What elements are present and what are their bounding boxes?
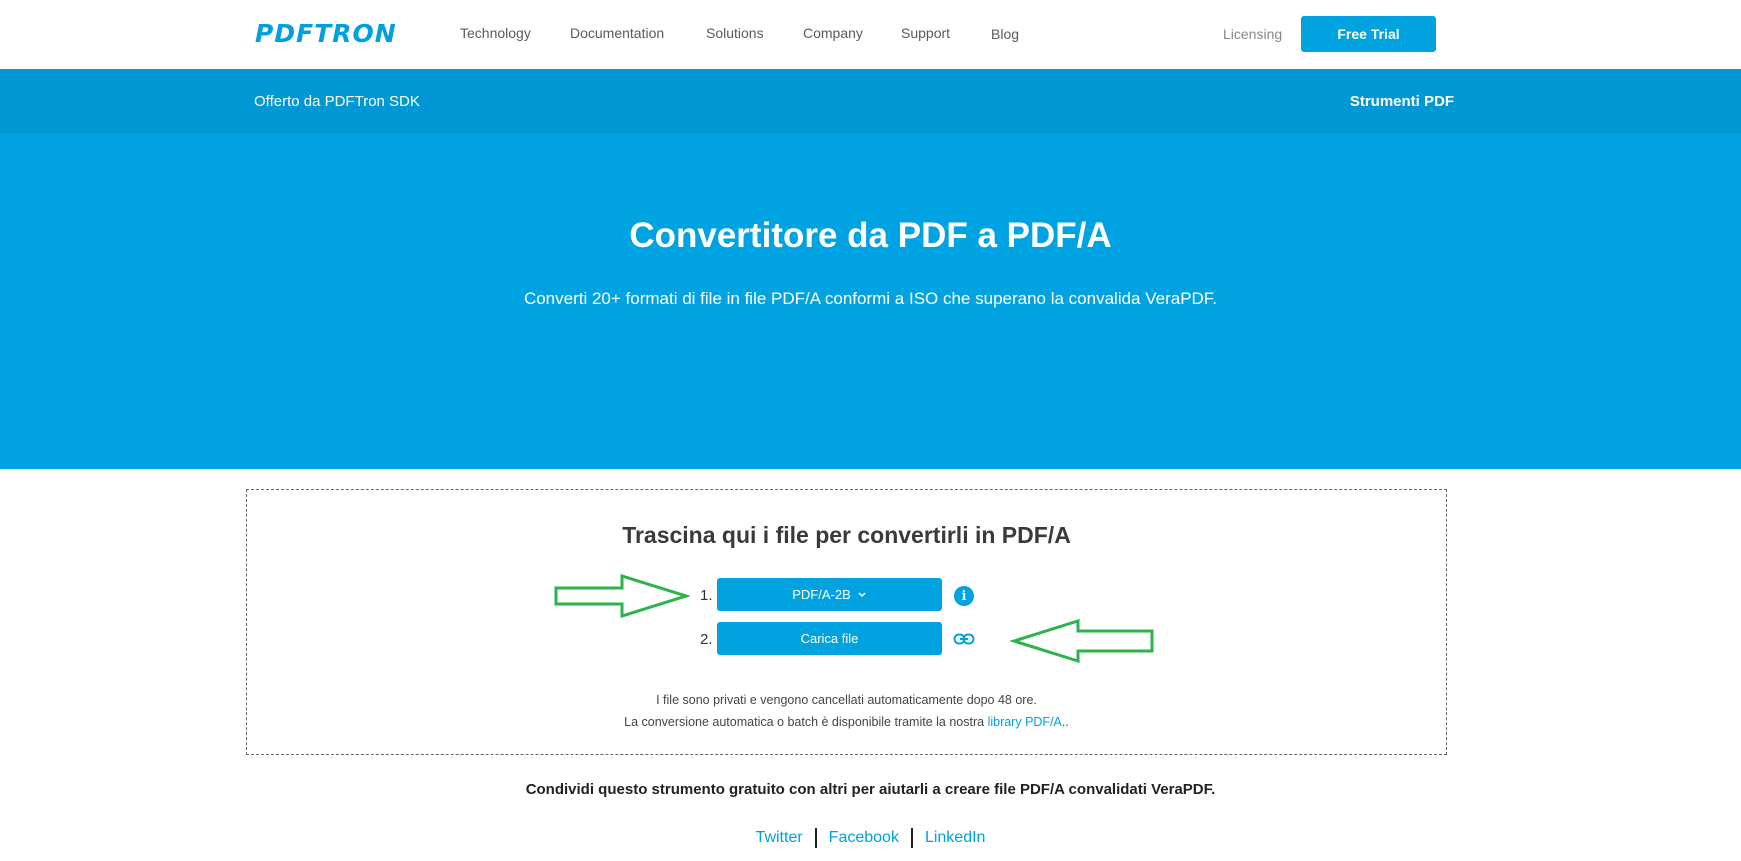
sub-header-bar: [0, 69, 1741, 133]
step-2-number: 2.: [700, 631, 713, 648]
pdftron-logo[interactable]: [255, 20, 397, 46]
page-subtitle: Converti 20+ formati di file in file PDF/A conformi a ISO che superano la convalida VeraPDF.: [523, 289, 1218, 308]
annotation-arrow-left: [1010, 619, 1156, 663]
nav-blog[interactable]: Blog: [991, 26, 1020, 42]
chevron-down-icon: [857, 591, 867, 599]
facebook-link[interactable]: Facebook: [828, 829, 899, 846]
social-links: [0, 828, 1741, 848]
logo-text: PDFTRON: [255, 18, 397, 48]
nav-solutions[interactable]: Solutions: [706, 25, 764, 41]
twitter-link[interactable]: Twitter: [755, 829, 803, 846]
pdf-tools-link[interactable]: Strumenti PDF: [1349, 93, 1454, 110]
nav-technology[interactable]: Technology: [460, 25, 531, 41]
nav-support[interactable]: Support: [901, 25, 951, 41]
link-icon[interactable]: [953, 631, 975, 647]
free-trial-button[interactable]: Free Trial: [1301, 16, 1436, 52]
pdfa-format-select[interactable]: [717, 578, 942, 611]
file-dropzone[interactable]: [246, 489, 1447, 755]
licensing-link[interactable]: Licensing: [1223, 26, 1283, 42]
share-message: Condividi questo strumento gratuito con altri per aiutarli a creare file PDF/A convalidati VeraPDF.: [525, 781, 1216, 798]
pdfa-format-value: PDF/A-2B: [792, 587, 851, 602]
pdfa-library-link[interactable]: library PDF/A: [987, 715, 1062, 729]
nav-company[interactable]: Company: [803, 25, 863, 41]
step-1-number: 1.: [700, 587, 713, 604]
nav-documentation[interactable]: Documentation: [570, 25, 665, 41]
annotation-arrow-right: [554, 574, 690, 618]
privacy-note: I file sono privati e vengono cancellati automaticamente dopo 48 ore.: [656, 693, 1037, 707]
batch-note: [247, 715, 1446, 729]
linkedin-link[interactable]: LinkedIn: [924, 829, 986, 846]
hero-banner: [0, 133, 1741, 469]
batch-note-text: La conversione automatica o batch è disponibile tramite la nostra: [624, 715, 988, 729]
top-navigation: [0, 0, 1741, 69]
batch-note-suffix: ..: [1061, 715, 1069, 729]
info-icon[interactable]: i: [954, 586, 974, 606]
powered-by-link[interactable]: Offerto da PDFTron SDK: [254, 93, 420, 110]
dropzone-title: Trascina qui i file per convertirli in PDF/A: [622, 522, 1071, 548]
upload-file-button[interactable]: Carica file: [717, 622, 942, 655]
page-title: Convertitore da PDF a PDF/A: [629, 216, 1112, 255]
